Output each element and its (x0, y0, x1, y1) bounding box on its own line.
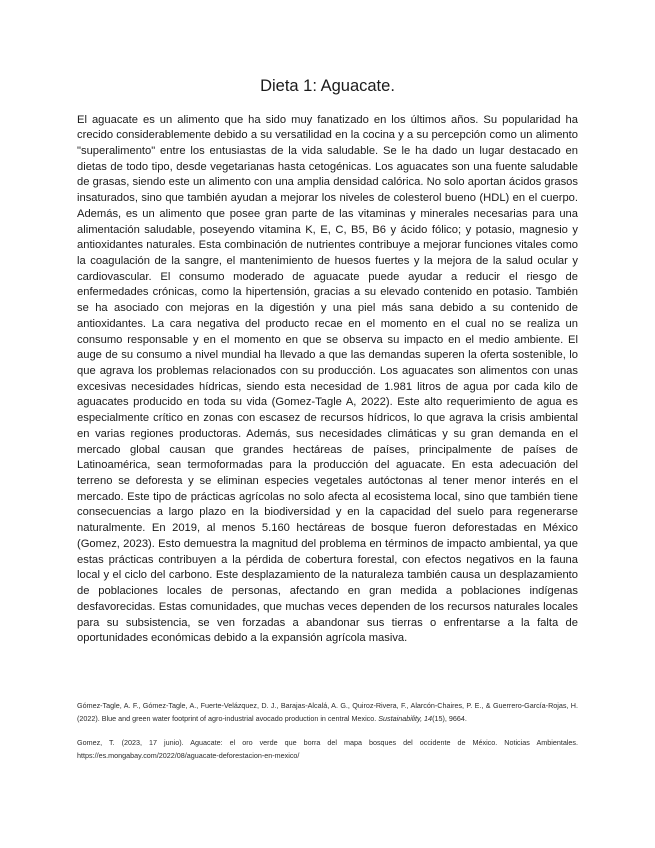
reference-text: Gomez, T. (2023, 17 junio). Aguacate: el oro verde que borra del mapa bosques del occidente de México. Noticias Ambientales. https://es.mongabay.com/2022/08/aguacate-deforestacion-en-mexico/ (77, 738, 578, 760)
reference-tail: (15), 9664. (432, 713, 467, 723)
reference-journal: Sustainability, 14 (378, 713, 433, 723)
references-section (77, 700, 578, 762)
document-title: Dieta 1: Aguacate. (260, 77, 395, 95)
body-paragraph: El aguacate es un alimento que ha sido muy fanatizado en los últimos años. Su popularidad ha crecido considerablemente debido a su versatilidad en la cocina y a su percepción como un alimento "superalimento" entre los entusiastas de la vida saludable. Se le ha dado un lugar destacado en dietas de todo tipo, desde vegetarianas hasta cetogénicas. Los aguacates son una fuente saludable de grasas, siendo este un alimento con una amplia densidad calórica. No solo aportan ácidos grasos insaturados, sino que también ayudan a mejorar los niveles de colesterol bueno (HDL) en el cuerpo. Además, es un alimento que posee gran parte de las vitaminas y minerales necesarias para una alimentación saludable, poseyendo vitamina K, E, C, B5, B6 y ácido fólico; y potasio, magnesio y antioxidantes naturales. Esta combinación de nutrientes contribuye a mejorar funciones vitales como la coagulación de la sangre, el mantenimiento de huesos fuertes y la mejora de la salud ocular y cardiovascular. El consumo moderado de aguacate puede ayudar a reducir el riesgo de enfermedades crónicas, como la hipertensión, gracias a su elevado contenido en potasio. También se ha asociado con mejoras en la digestión y una piel más sana debido a su contenido de antioxidantes. La cara negativa del producto recae en el momento en el cual no se realiza un consumo responsable y en el momento en que se observa su impacto en el medio ambiente. El auge de su consumo a nivel mundial ha llevado a que las demandas superen la oferta sostenible, lo que agrava los problemas relacionados con su producción. Los aguacates son alimentos con unas excesivas necesidades hídricas, siendo esta necesidad de 1.981 litros de agua por cada kilo de aguacates producido en toda su vida (Gomez-Tagle A, 2022). Este alto requerimiento de agua es especialmente crítico en zonas con escasez de recursos hídricos, lo que agrava la crisis ambiental en varias regiones productoras. Además, sus necesidades climáticas y su gran demanda en el mercado global causan que grandes hectáreas de países, principalmente de países de Latinoamérica, sean termoformadas para la producción del aguacate. En esta adecuación del terreno se deforesta y se eliminan especies vegetales autóctonas al tener menor interés en el mercado. Este tipo de prácticas agrícolas no solo afecta al ecosistema local, sino que también tiene consecuencias a largo plazo en la biodiversidad y en la capacidad del suelo para regenerarse naturalmente. En 2019, al menos 5.160 hectáreas de bosque fueron deforestadas en México (Gomez, 2023). Esto demuestra la magnitud del problema en términos de impacto ambiental, ya que estas prácticas contribuyen a la pérdida de cobertura forestal, con efectos negativos en la fauna local y el ciclo del carbono. Este desplazamiento de la naturaleza también causa un desplazamiento de poblaciones locales de personas, afectando en gran medida a poblaciones indígenas desfavorecidas. Estas comunidades, que muchas veces dependen de los recursos naturales locales para su subsistencia, se ven forzadas a abandonar sus tierras o enfrentarse a la falta de oportunidades económicas debido a la expansión agrícola masiva. (77, 113, 578, 645)
reference-text: Gómez-Tagle, A. F., Gómez-Tagle, A., Fuerte-Velázquez, D. J., Barajas-Alcalá, A. G., Quiroz-Rivera, F., Alarcón-Chaires, P. E., & Guerrero-García-Rojas, H. (2022). Blue and green water footprint of agro-industrial avocado production in central Mexico. (77, 701, 578, 723)
reference-item (77, 700, 578, 725)
reference-item (77, 737, 578, 762)
